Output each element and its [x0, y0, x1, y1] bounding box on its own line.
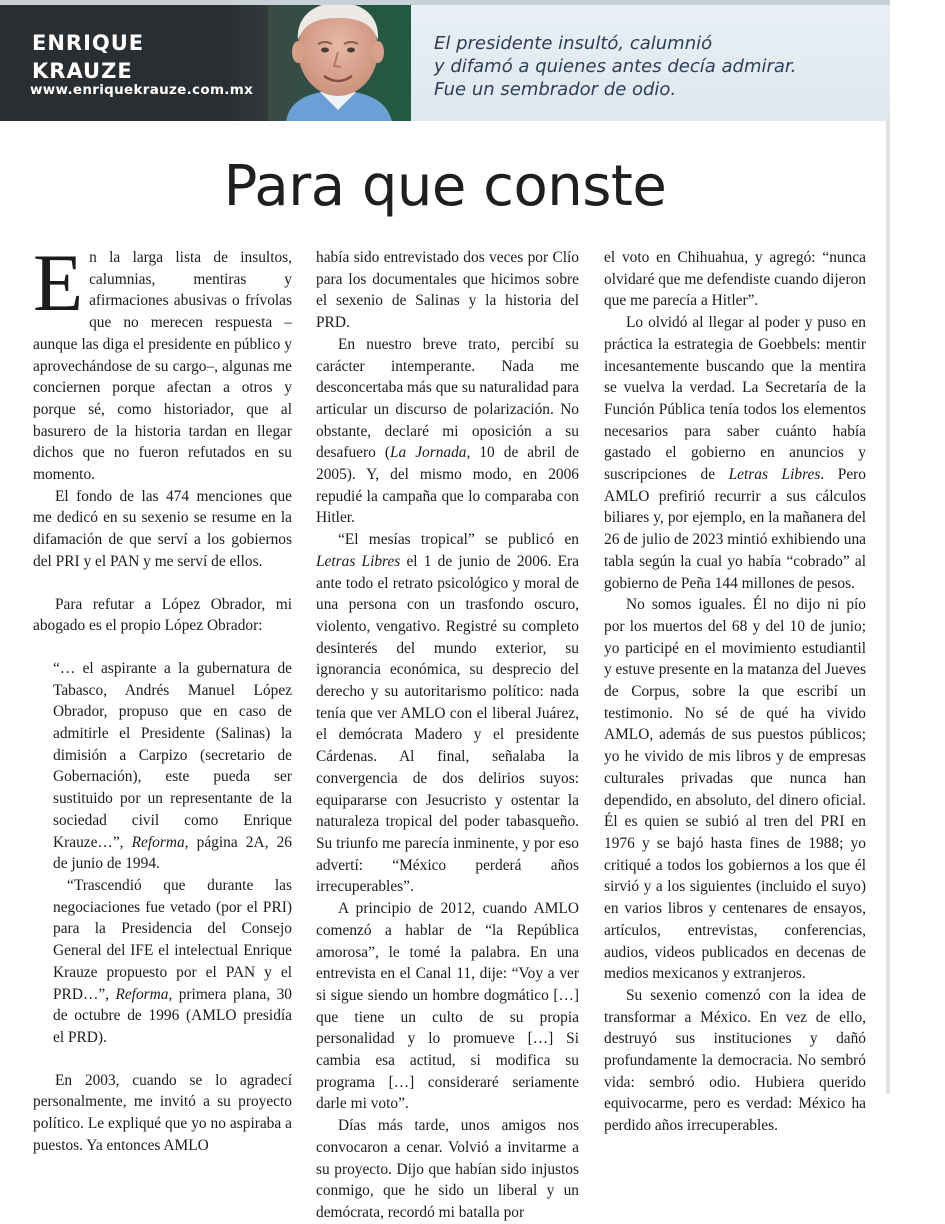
publication-name: Letras Libres	[728, 466, 821, 484]
quote-source: Reforma	[115, 985, 169, 1003]
paragraph: el voto en Chihuahua, y agregó: “nunca olvidaré que me defendiste cuando dijeron que me parecía a Hitler”.	[604, 249, 866, 310]
drop-cap: E	[33, 237, 84, 328]
paragraph: A principio de 2012, cuando AMLO comenzó a hablar de “la República amorosa”, le tomé la palabra. En una entrevista en el Canal 11, dije: “Voy a ver si sigue siendo un hombre dogmático […] que tiene un culto de su propia personalidad y lo promueve […] Si cambia esa actitud, si modifica su programa […] consideraré seriamente darle mi voto”.	[316, 900, 579, 1113]
author-first-name: ENRIQUE	[32, 31, 145, 55]
paragraph	[316, 334, 579, 529]
author-photo	[268, 0, 411, 121]
publication-name: La Jornada	[389, 444, 467, 462]
column-header	[0, 0, 890, 121]
author-last-name: KRAUZE	[32, 59, 133, 83]
tagline-line-2: y difamó a quienes antes decía admirar.	[434, 56, 797, 77]
quote-block	[53, 658, 292, 875]
paragraph: Para refutar a López Obrador, mi abogado es el propio López Obrador:	[33, 595, 292, 635]
quote-source-detail: , primera plana, 30 de octubre de 1996 (AMLO presidía el PRD).	[53, 985, 292, 1046]
tagline-line-1: El presidente insultó, calumnió	[434, 33, 713, 54]
paragraph-text: , 10 de abril de 2005). Y, del mismo modo, en 2006 repudié la campaña que lo comparaba con Hitler.	[316, 444, 580, 527]
article-title: Para que conste	[223, 154, 667, 219]
paragraph	[604, 312, 866, 594]
paragraph: En 2003, cuando se lo agradecí personalmente, me invitó a su proyecto político. Le expliqué que yo no aspiraba a puestos. Ya entonces AMLO	[33, 1071, 292, 1154]
top-strip	[0, 0, 890, 5]
publication-name: Letras Libres	[316, 552, 401, 570]
paragraph: El fondo de las 474 menciones que me dedicó en su sexenio se resume en la difamación de que serví a los gobiernos del PRI y el PAN y me serví de ellos.	[33, 487, 292, 570]
tagline-line-3: Fue un sembrador de odio.	[434, 79, 677, 100]
quote-text: “… el aspirante a la gubernatura de Tabasco, Andrés Manuel López Obrador, propuso que en caso de admitirle el Presidente (Salinas) la dimisión a Carpizo (secretario de Gobernación), este pueda ser sustituido por un representante de la sociedad civil como Enrique Krauze…”,	[53, 659, 292, 851]
paragraph: Días más tarde, unos amigos nos convocaron a cenar. Volvió a invitarme a su proyecto. Dijo que habían sido injustos conmigo, que he sido un liberal y un demócrata, recordó mi batalla por	[316, 1117, 579, 1221]
paragraph-text: Lo olvidó al llegar al poder y puso en práctica la estrategia de Goebbels: mentir incesantemente buscando que la mentira se vuelva la verdad. La Secretaría de la Función Pública tenía todos los elementos necesarios para saber cuánto había gastado el gobierno en anuncios y suscripciones de	[604, 314, 866, 484]
paragraph-text: En nuestro breve trato, percibí su carácter intemperante. Nada me desconcertaba más que su naturalidad para articular un discurso de polarización. No obstante, declaré mi oposición a su desafuero (	[316, 335, 579, 462]
paragraph-text: n la larga lista de insultos, calumnias, mentiras y afirmaciones abusivas o frívolas que no merecen respuesta –aunque las diga el presidente en público y aprovechándose de su cargo–, algunas me conciernen porque afectan a otros y porque sé, como historiador, que al basurero de la historia tardan en llegar dichos que no fueron refutados en su momento.	[33, 249, 292, 484]
author-banner	[0, 0, 411, 121]
column-tagline	[434, 32, 864, 101]
right-margin	[890, 0, 945, 1094]
article-column-3	[604, 247, 866, 1137]
paragraph: había sido entrevistado dos veces por Clío para los documentales que hicimos sobre el sexenio de Salinas y la historia del PRD.	[316, 249, 579, 332]
paragraph: No somos iguales. Él no dijo ni pío por los muertos del 68 y del 10 de junio; yo participé en el movimiento estudiantil y estuve presente en la matanza del Jueves de Corpus, sobre la que escribí un testimonio. No sé de qué ha vivido AMLO, además de sus puestos públicos; yo he vivido de mis libros y de empresas culturales privadas que nunca han dependido, en absoluto, del dinero oficial. Él es quien se subió al tren del PRI en 1976 y se bajó hasta fines de 1988; yo critiqué a todos los gobiernos a los que él sirvió y a los siguientes (incluido el suyo) en varios libros y centenares de ensayos, artículos, entrevistas, conferencias, audios, videos publicados en decenas de medios mexicanos y extranjeros.	[604, 596, 866, 983]
quote-text: “Trascendió que durante las negociaciones fue vetado (por el PRI) para la Presidencia del Consejo General del IFE el intelectual Enrique Krauze propuesto por el PAN y el PRD…”,	[53, 876, 292, 1003]
paragraph-text: el 1 de junio de 2006. Era ante todo el retrato psicológico y moral de una persona con un trasfondo oscuro, violento, vengativo. Registré su completo desinterés del mundo exterior, su ignorancia económica, su desprecio del derecho y su autoritarismo político: nada tenía que ver AMLO con el liberal Juárez, el demócrata Madero y el presidente Cárdenas. Al final, señalaba la convergencia de dos delirios suyos: equipararse con Jesucristo y ostentar la naturaleza tropical del poder tabasqueño. Su triunfo me parecía inminente, y por eso advertí: “México perderá años irrecuperables”.	[316, 552, 579, 896]
opening-paragraph	[33, 237, 292, 486]
paragraph-text: “El mesías tropical” se publicó en	[338, 531, 579, 549]
quote-source-detail: , página 2A, 26 de junio de 1994.	[53, 833, 292, 873]
paragraph: Su sexenio comenzó con la idea de transformar a México. En vez de ello, destruyó sus instituciones y dañó profundamente la democracia. No sembró vida: sembró odio. Hubiera querido equivocarme, pero es verdad: México ha perdido años irrecuperables.	[604, 986, 866, 1135]
article-column-2	[316, 247, 579, 1224]
quote-block	[53, 875, 292, 1049]
quote-source: Reforma	[131, 833, 185, 851]
paragraph	[316, 529, 579, 898]
author-name	[32, 29, 144, 85]
article-column-1	[33, 237, 292, 1156]
author-website: www.enriquekrauze.com.mx	[30, 82, 254, 98]
paragraph-text: . Pero AMLO prefirió recurrir a sus cálculos biliares y, por ejemplo, en la mañanera del 26 de julio de 2023 mintió exhibiendo una tabla según la cual yo había “cobrado” al gobierno de Peña 144 millones de pesos.	[604, 466, 866, 592]
